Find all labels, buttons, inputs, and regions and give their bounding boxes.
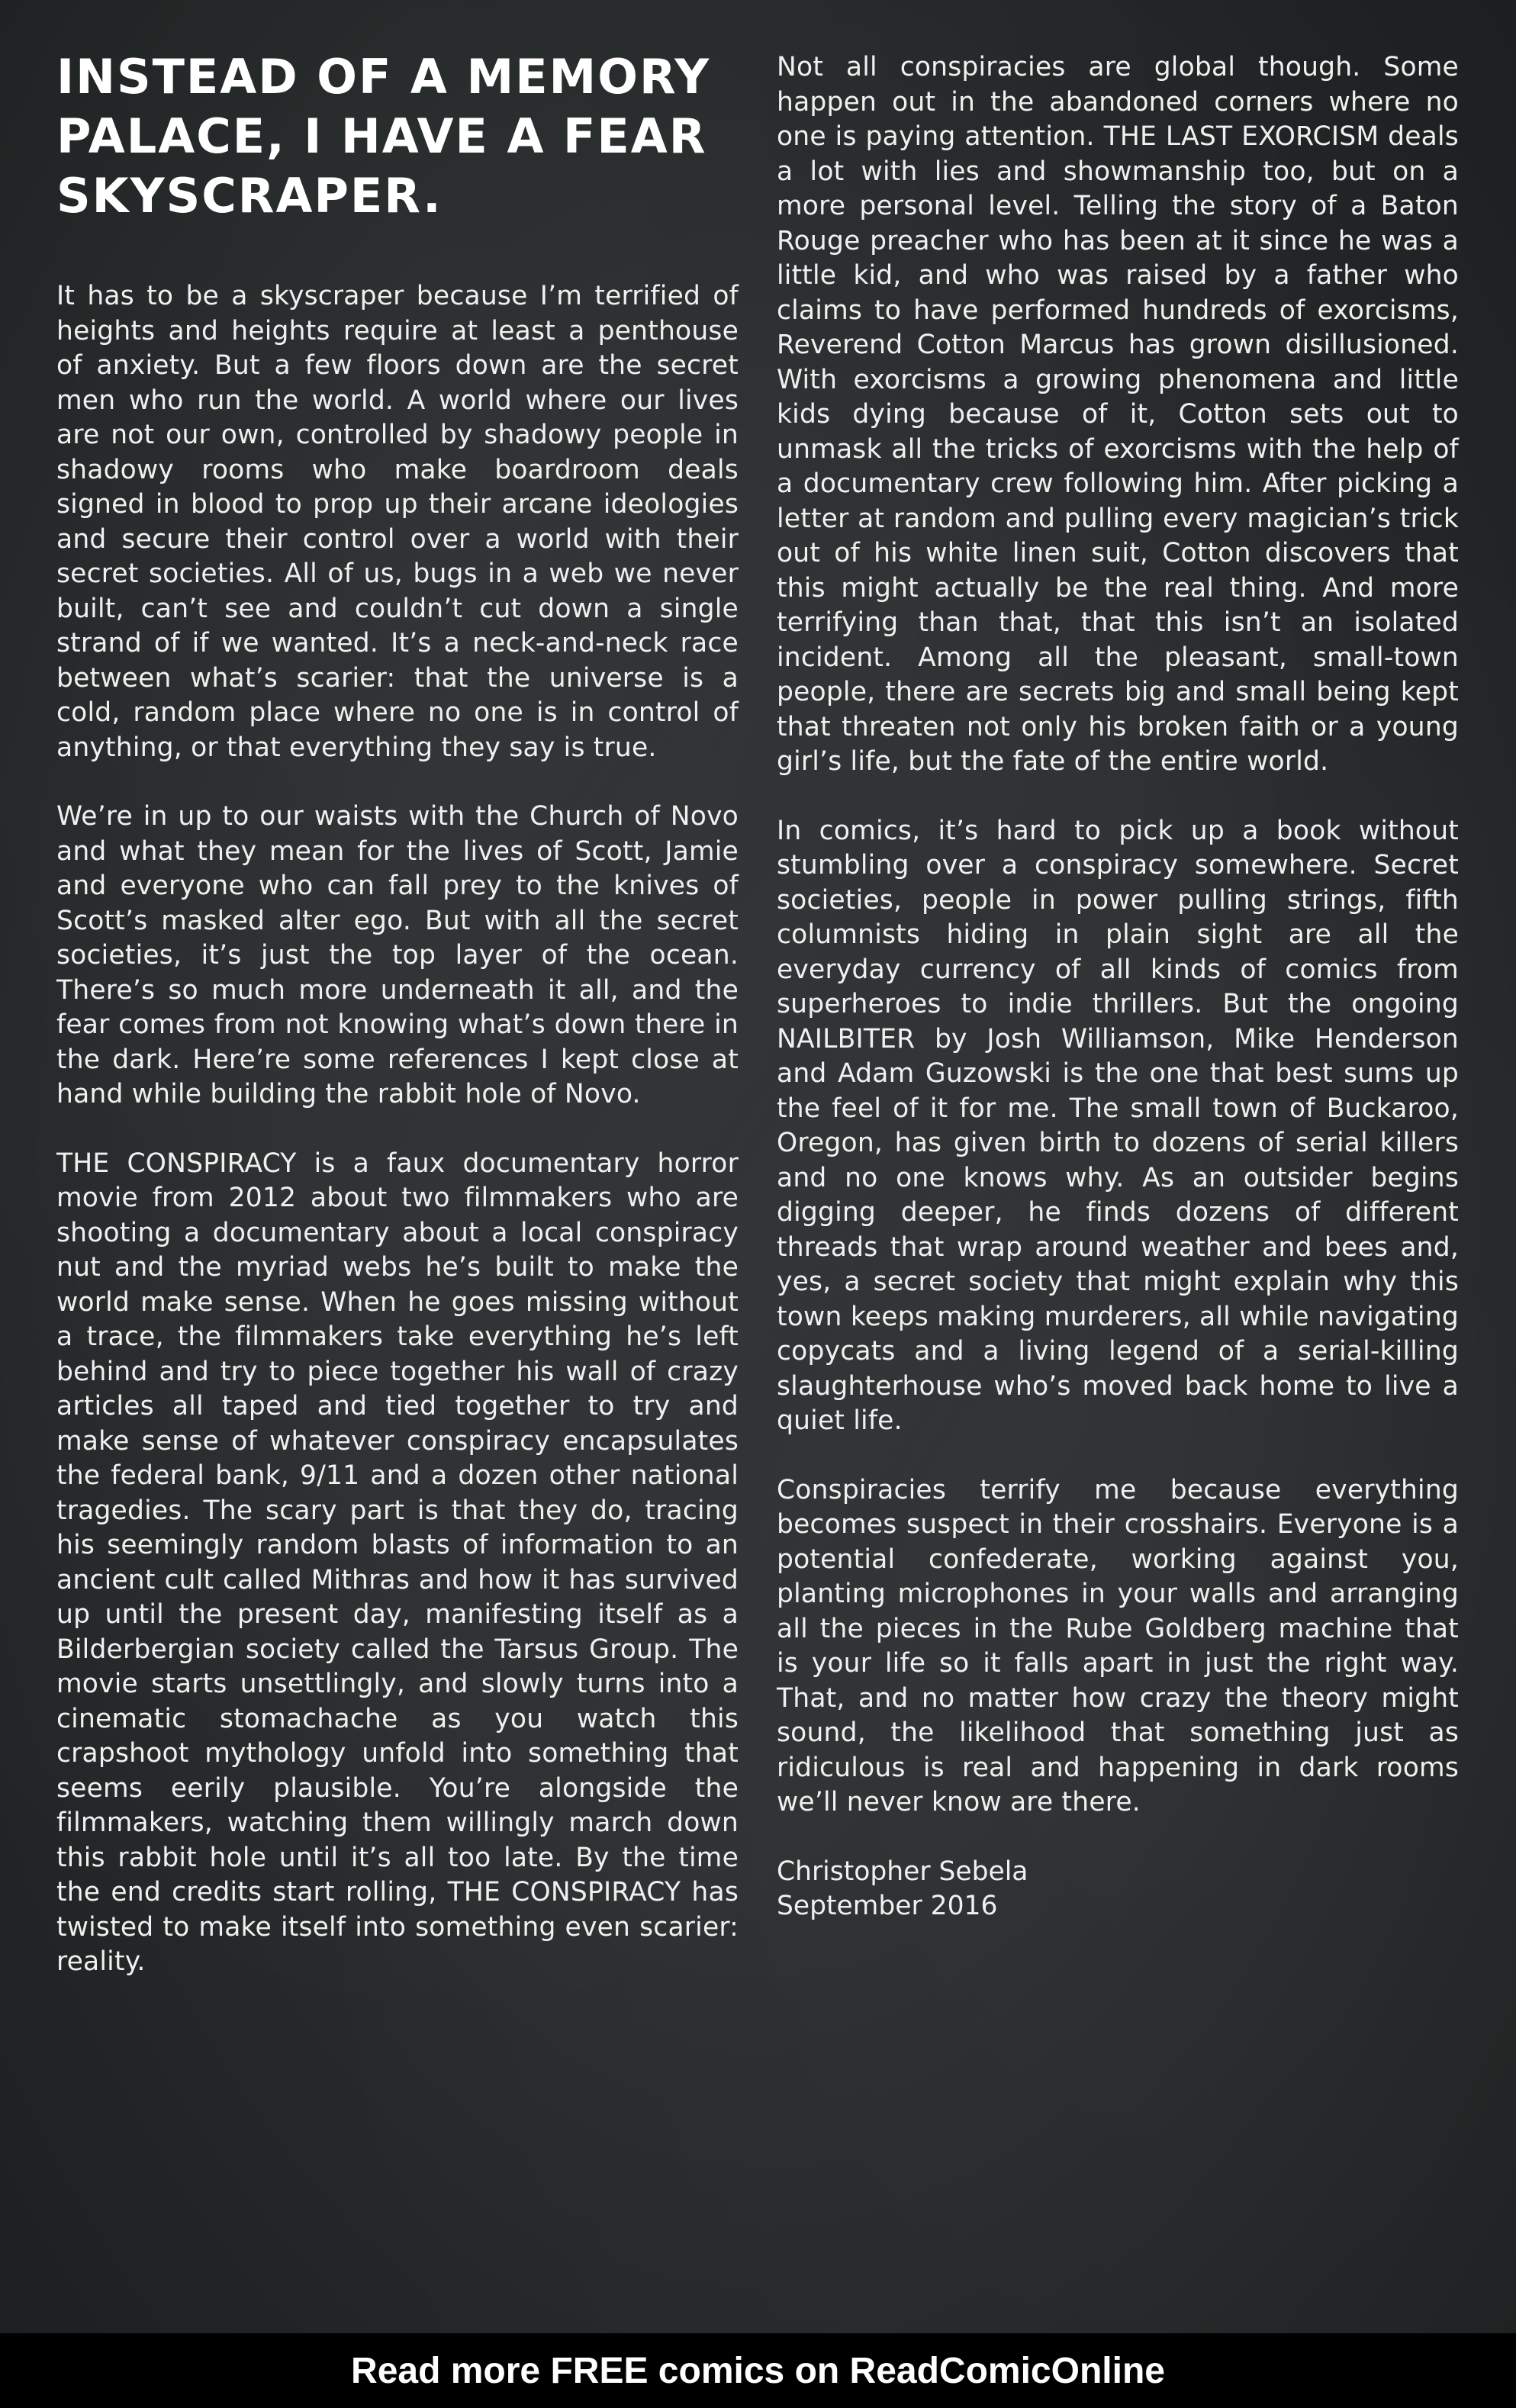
footer-bar xyxy=(0,2333,1516,2408)
signature-date: September 2016 xyxy=(777,1891,998,1921)
footer-link[interactable]: Read more FREE comics on ReadComicOnline xyxy=(351,2350,1165,2391)
paragraph-church-of-novo: We’re in up to our waists with the Church of Novo and what they mean for the lives of Scott, Jamie and everyone who can fall prey to the knives of Scott’s masked alter ego. But with all the secret societies, it’s just the top layer of the ocean. There’s so much more underneath it all, and the fear comes from not knowing what’s down there in the dark. Here’re some references I kept close at hand while building the rabbit hole of Novo. xyxy=(56,801,739,1109)
paragraph-the-conspiracy: THE CONSPIRACY is a faux documentary horror movie from 2012 about two filmmakers who are shooting a documentary about a local conspiracy nut and the myriad webs he’s built to make the world make sense. When he goes missing without a trace, the filmmakers take everything he’s left behind and try to piece together his wall of crazy articles all taped and tied together to try and make sense of whatever conspiracy encapsulates the federal bank, 9/11 and a dozen other national tragedies. The scary part is that they do, tracing his seemingly random blasts of information to an ancient cult called Mithras and how it has survived up until the present day, manifesting itself as a Bilderbergian society called the Tarsus Group. The movie starts unsettlingly, and slowly turns into a cinematic stomachache as you watch this crapshoot mythology unfold into something that seems eerily plausible. You’re alongside the filmmakers, watching them willingly march down this rabbit hole until it’s all too late. By the time the end credits start rolling, THE CONSPIRACY has twisted to make itself into something even scarier: reality. xyxy=(56,1148,739,1977)
paragraph-fear-skyscraper: It has to be a skyscraper because I’m terrified of heights and heights require at least a penthouse of anxiety. But a few floors down are the secret men who run the world. A world where our lives are not our own, controlled by shadowy people in shadowy rooms who make boardroom deals signed in blood to prop up their arcane ideologies and secure their control over a world with their secret societies. All of us, bugs in a web we never built, can’t see and couldn’t cut down a single strand of if we wanted. It’s a neck-and-neck race between what’s scarier: that the universe is a cold, random place where no one is in control of anything, or that everything they say is true. xyxy=(56,281,739,763)
left-column xyxy=(56,47,739,2014)
paragraph-conspiracies-terrify: Conspiracies terrify me because everything becomes suspect in their crosshairs. Everyone is a potential confederate, working against you, planting microphones in your walls and arranging all the pieces in the Rube Goldberg machine that is your life so it falls apart in just the right way. That, and no matter how crazy the theory might sound, the likelihood that something just as ridiculous is real and happening in dark rooms we’ll never know are there. xyxy=(777,1474,1459,1817)
right-column xyxy=(777,50,1459,1924)
headline: INSTEAD OF A MEMORY PALACE, I HAVE A FEAR SKYSCRAPER. xyxy=(56,49,711,224)
paragraph-the-last-exorcism: Not all conspiracies are global though. Some happen out in the abandoned corners where no one is paying attention. THE LAST EXORCISM deals a lot with lies and showmanship too, but on a more personal level. Telling the story of a Baton Rouge preacher who has been at it since he was a little kid, and who was raised by a father who claims to have performed hundreds of exorcisms, Reverend Cotton Marcus has grown disillusioned. With exorcisms a growing phenomena and little kids dying because of it, Cotton sets out to unmask all the tricks of exorcisms with the help of a documentary crew following him. After picking a letter at random and pulling every magician’s trick out of his white linen suit, Cotton discovers that this might actually be the real thing. And more terrifying than that, that this isn’t an isolated incident. Among all the pleasant, small-town people, there are secrets big and small being kept that threaten not only his broken faith or a young girl’s life, but the fate of the entire world. xyxy=(777,52,1459,777)
paragraph-nailbiter: In comics, it’s hard to pick up a book without stumbling over a conspiracy somewhere. Secret societies, people in power pulling strings, fifth columnists hiding in plain sight are all the everyday currency of all kinds of comics from superheroes to indie thrillers. But the ongoing NAILBITER by Josh Williamson, Mike Henderson and Adam Guzowski is the one that best sums up the feel of it for me. The small town of Buckaroo, Oregon, has given birth to dozens of serial killers and no one knows why. As an outsider begins digging deeper, he finds dozens of different threads that wrap around weather and bees and, yes, a secret society that might explain why this town keeps making murderers, all while navigating copycats and a living legend of a serial-killing slaughterhouse who’s moved back home to live a quiet life. xyxy=(777,815,1459,1436)
signature xyxy=(777,1855,1459,1924)
signature-name: Christopher Sebela xyxy=(777,1856,1028,1887)
